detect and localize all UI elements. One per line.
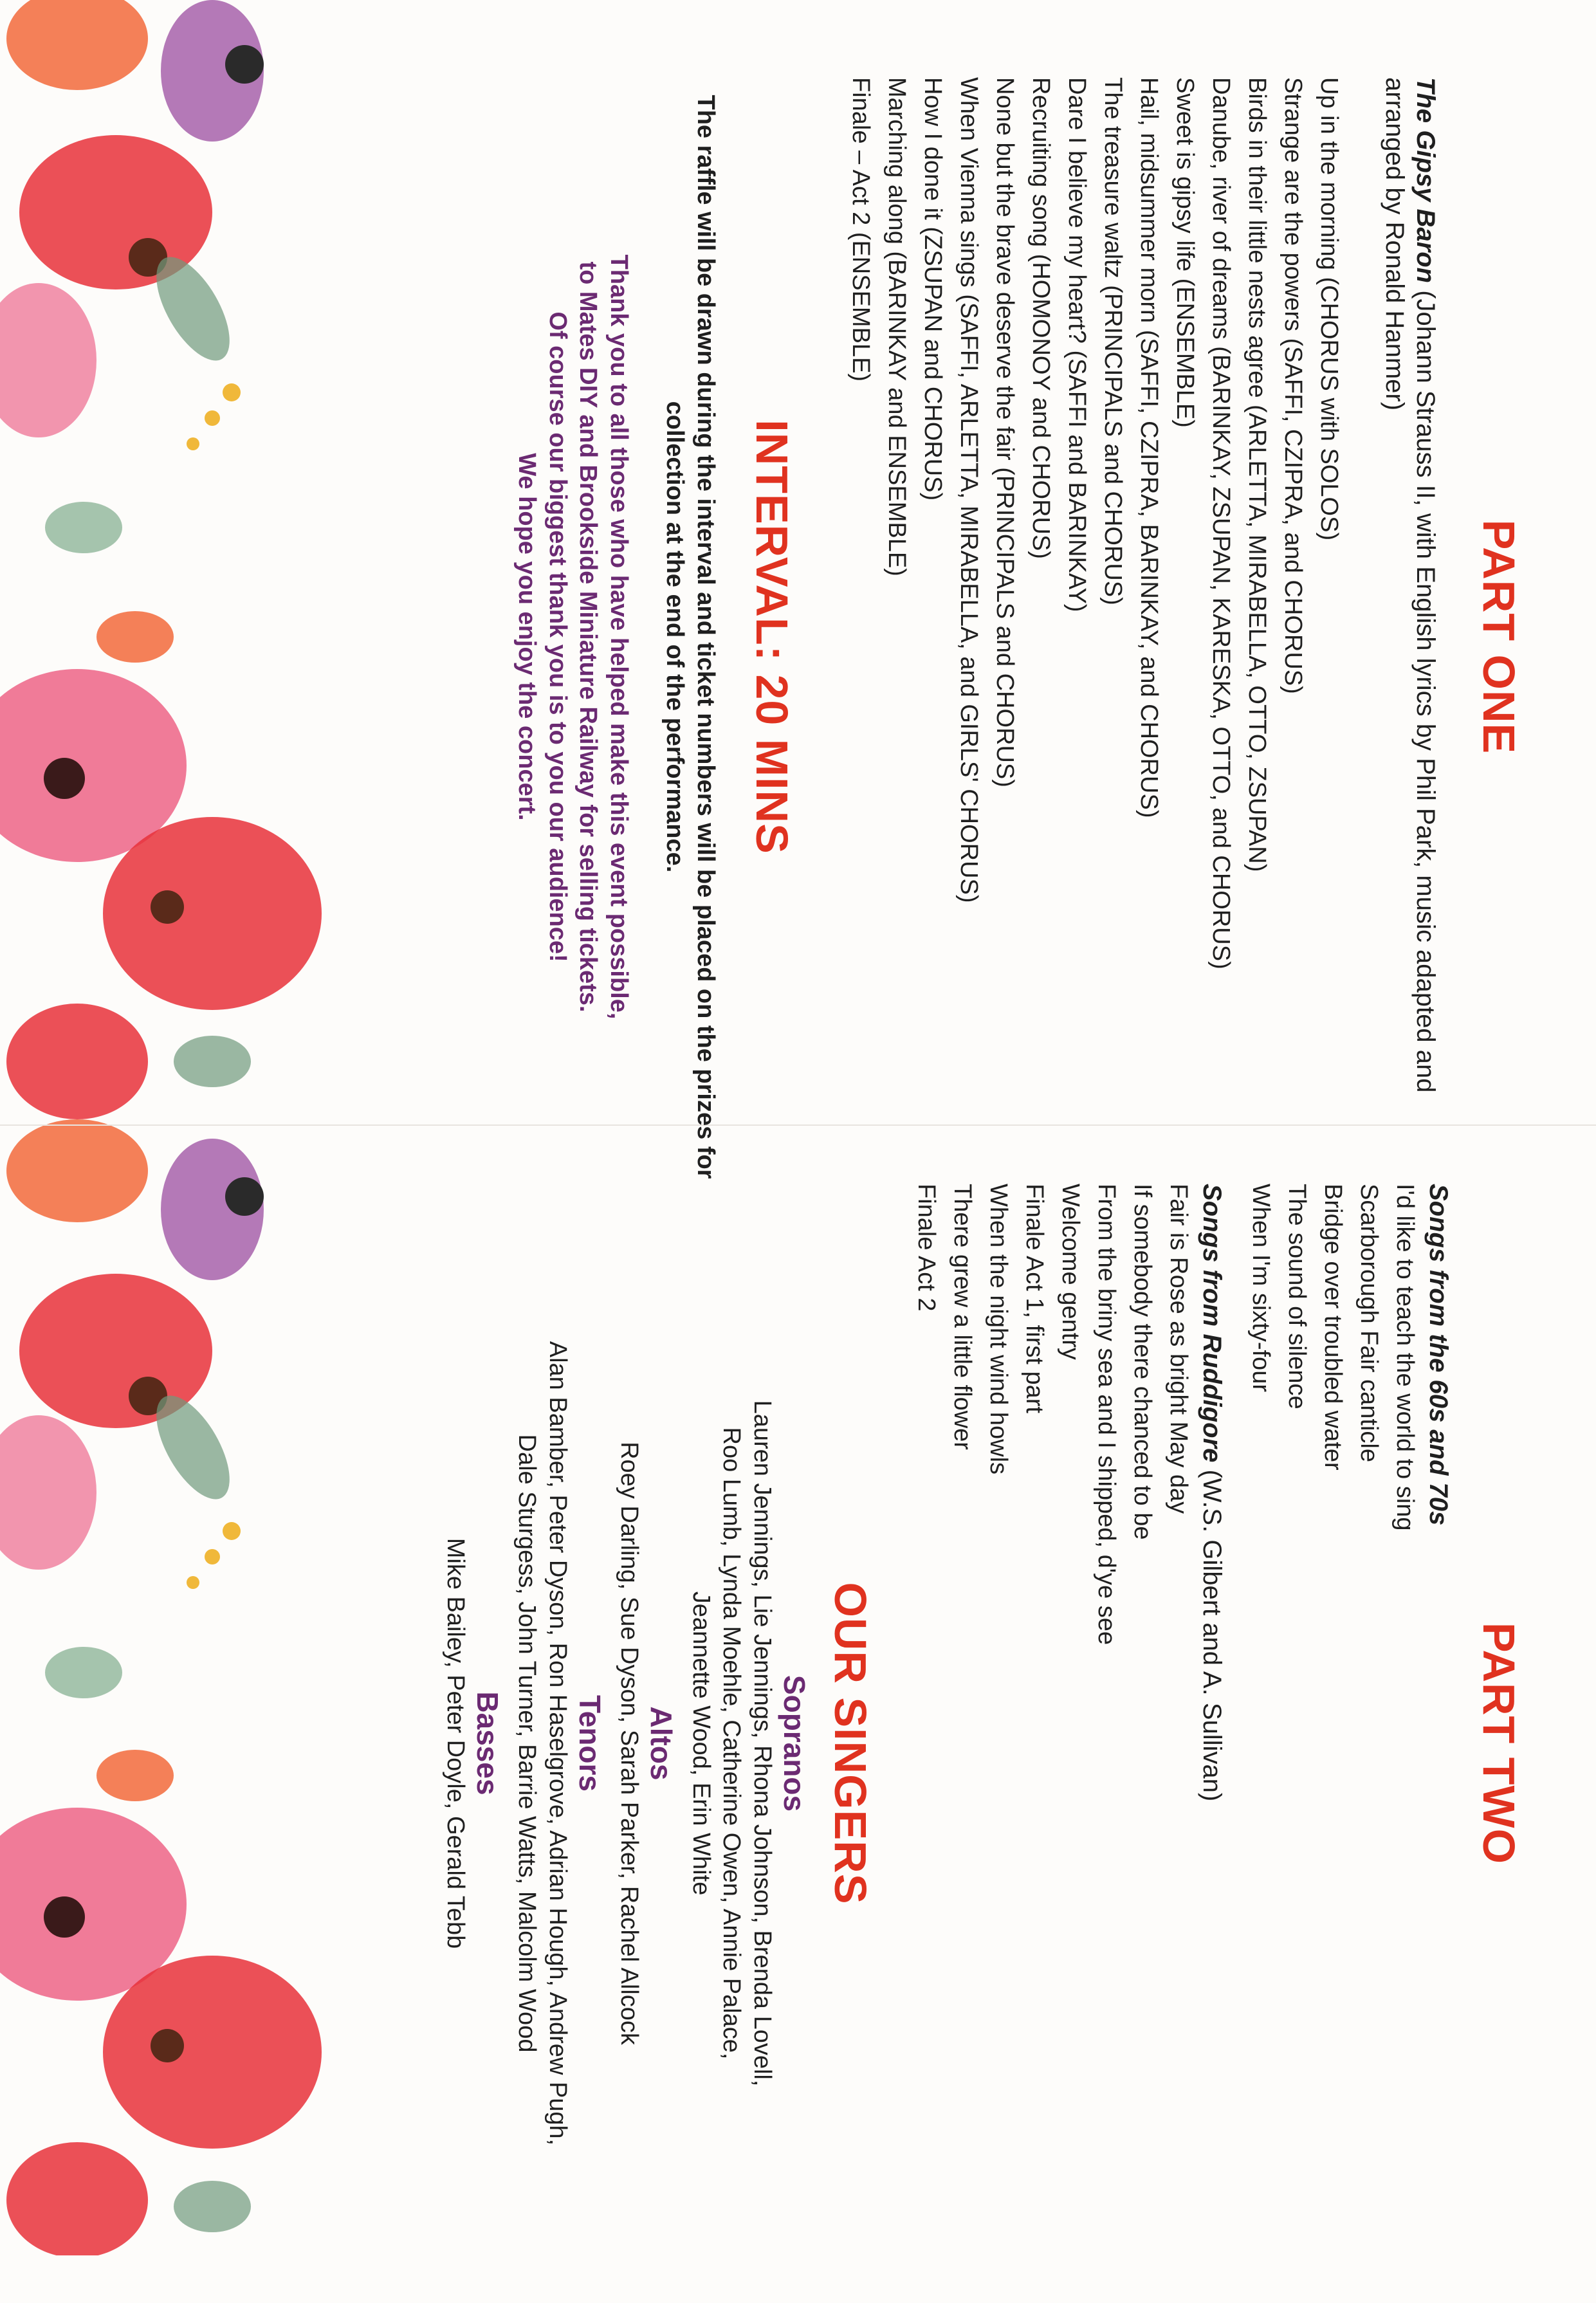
singer-names: Lauren Jennings, Lie Jennings, Rhona Johnson, Brenda Lovell, (749, 1400, 776, 2087)
part-one-intro (1379, 77, 1441, 1197)
song-item: Fair is Rose as bright May day (1165, 1184, 1192, 1514)
part-two-title: PART TWO (1474, 1622, 1524, 1865)
song-item: The treasure waltz (PRINCIPALS and CHORUS) (1099, 77, 1126, 605)
interval-title: INTERVAL: 20 MINS (747, 419, 797, 854)
gipsy-baron-credits: (Johann Strauss II, with English lyrics by Phil Park, music adapted and arranged by Ronald Hanmer) (1380, 77, 1440, 1093)
song-item: Marching along (BARINKAY and ENSEMBLE) (883, 77, 910, 576)
programme-page-right (347, 1184, 1544, 2303)
song-item: Dare I believe my heart? (SAFFI and BARINKAY) (1063, 77, 1090, 612)
voice-group-basses (440, 1184, 506, 2303)
song-item: From the briny sea and I shipped, d'ye see (1093, 1184, 1120, 1645)
song-item: Finale – Act 2 (ENSEMBLE) (847, 77, 874, 382)
song-item: When I'm sixty-four (1247, 1184, 1274, 1392)
basses-heading: Basses (471, 1691, 504, 1795)
songs-60s-70s-list (1243, 1184, 1423, 2303)
song-item: Welcome gentry (1057, 1184, 1084, 1360)
song-item: Bridge over troubled water (1319, 1184, 1346, 1471)
song-item: Finale Act 2 (913, 1184, 940, 1312)
singer-names: Alan Bamber, Peter Dyson, Ron Haselgrove, Adrian Hough, Andrew Pugh, (544, 1341, 571, 2146)
song-item: When the night wind howls (985, 1184, 1012, 1475)
tenors-heading: Tenors (573, 1695, 607, 1792)
our-singers-title: OUR SINGERS (825, 1582, 876, 1905)
song-item: How I done it (ZSUPAN and CHORUS) (919, 77, 946, 501)
song-item: If somebody there chanced to be (1129, 1184, 1156, 1540)
thanks-line: We hope you enjoy the concert. (513, 453, 541, 821)
ruddigore-credits: (W.S. Gilbert and A. Sullivan) (1198, 1469, 1226, 1802)
song-item: Birds in their little nests agree (ARLETTA, MIRABELLA, OTTO, ZSUPAN) (1243, 77, 1270, 872)
voice-group-altos (614, 1184, 679, 2303)
flower-cluster-top (0, 0, 322, 1119)
singer-names: Roey Darling, Sue Dyson, Sarah Parker, Rachel Allcock (616, 1442, 643, 2045)
altos-heading: Altos (645, 1706, 679, 1781)
singer-names: Mike Bailey, Peter Doyle, Gerald Tebb (442, 1537, 469, 1949)
voice-group-sopranos (686, 1184, 812, 2303)
song-item: Strange are the powers (SAFFI, CZIPRA, and CHORUS) (1280, 77, 1307, 694)
flower-cluster-bottom (0, 1119, 322, 2255)
floral-border (0, 0, 347, 2255)
song-item: Danube, river of dreams (BARINKAY, ZSUPAN, KARESKA, OTTO, and CHORUS) (1207, 77, 1234, 969)
song-item: When Vienna sings (SAFFI, ARLETTA, MIRABELLA, and GIRLS' CHORUS) (955, 77, 982, 903)
thanks-line: Of course our biggest thank you is to you our audience! (544, 311, 571, 962)
singer-names: Roo Lumb, Lynda Moehle, Catherine Owen, Annie Palace, (718, 1427, 746, 2060)
song-item: Sweet is gipsy life (ENSEMBLE) (1171, 77, 1198, 428)
gipsy-baron-title: The Gipsy Baron (1411, 77, 1440, 284)
song-item: Scarborough Fair canticle (1355, 1184, 1382, 1462)
part-one-song-list (843, 77, 1347, 1197)
song-item: None but the brave deserve the fair (PRINCIPALS and CHORUS) (991, 77, 1018, 787)
ruddigore-title: Songs from Ruddigore (1198, 1184, 1226, 1463)
song-item: Finale Act 1, first part (1021, 1184, 1048, 1413)
programme-page-left (347, 77, 1544, 1197)
singer-names: Jeannette Wood, Erin White (688, 1591, 715, 1896)
ruddigore-song-list (908, 1184, 1197, 2303)
thanks-line: to Mates DIY and Brookside Miniature Railway for selling tickets. (574, 261, 602, 1013)
song-item: There grew a little flower (949, 1184, 976, 1450)
voice-group-tenors (511, 1184, 607, 2303)
thanks-message (511, 77, 634, 1197)
raffle-notice: The raffle will be drawn during the interval and ticket numbers will be placed on the prizes for collection at the end of the performance. (661, 95, 719, 1179)
singer-names: Dale Sturgess, John Turner, Barrie Watts, Malcolm Wood (513, 1434, 541, 2053)
songs-60s-70s-title: Songs from the 60s and 70s (1424, 1184, 1453, 1526)
songs-60s-70s-heading (1423, 1184, 1454, 2303)
thanks-line: Thank you to all those who have helped make this event possible, (605, 254, 632, 1020)
song-item: I'd like to teach the world to sing (1391, 1184, 1418, 1531)
sopranos-heading: Sopranos (778, 1674, 811, 1812)
song-item: Recruiting song (HOMONOY and CHORUS) (1027, 77, 1054, 559)
song-item: Up in the morning (CHORUS with SOLOS) (1316, 77, 1343, 541)
ruddigore-heading (1197, 1184, 1227, 2303)
part-one-title: PART ONE (1474, 519, 1524, 755)
song-item: Hail, midsummer morn (SAFFI, CZIPRA, BARINKAY, and CHORUS) (1135, 77, 1162, 818)
song-item: The sound of silence (1283, 1184, 1310, 1409)
